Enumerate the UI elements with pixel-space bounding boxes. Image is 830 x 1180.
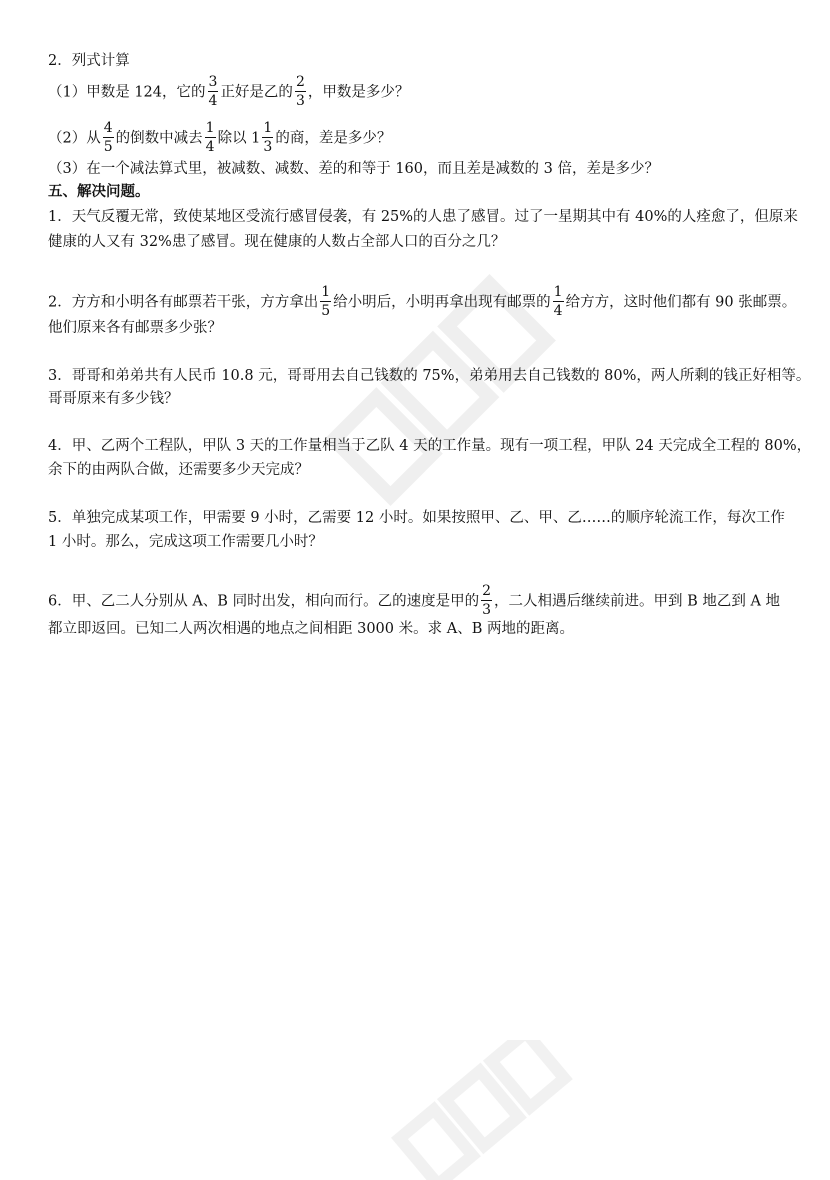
p2-line-1 (48, 284, 797, 319)
p2-text-prefix: 2．方方和小明各有邮票若干张，方方拿出 (48, 294, 319, 311)
watermark-graphic-bottom (380, 1040, 580, 1180)
p6-text-suffix: ，二人相遇后继续前进。甲到 B 地乙到 A 地 (494, 593, 781, 610)
q2-text-suffix: 的商，差是多少？ (275, 130, 392, 147)
section-2-title: 2．列式计算 (48, 53, 130, 69)
q2-text-mid1: 的倒数中减去 (115, 130, 203, 147)
p2-fraction-2: $\frac{1}{4}$ (553, 284, 563, 319)
q2-line (48, 122, 790, 155)
p2-fraction-1: $\frac{1}{5}$ (321, 284, 331, 319)
p2-line-2: 他们原来各有邮票多少张？ (48, 320, 222, 336)
q1-line (48, 76, 790, 109)
q1-text-mid: 正好是乙的 (220, 84, 293, 101)
q2-fraction-3: $\frac{1}{3}$ (263, 120, 273, 155)
p3-line-2: 哥哥原来有多少钱？ (48, 391, 179, 407)
p2-text-mid: 给小明后，小明再拿出现有邮票的 (333, 294, 551, 311)
p2-text-suffix: 给方方，这时他们都有 90 张邮票。 (565, 294, 797, 311)
p1-line-1: 1．天气反覆无常，致使某地区受流行感冒侵袭，有 25%的人患了感冒。过了一星期其中有 40%的人痊愈了，但原来 (48, 209, 798, 225)
p4-line-1: 4．甲、乙两个工程队，甲队 3 天的工作量相当于乙队 4 天的工作量。现有一项工程，甲队 24 天完成全工程的 80%， (48, 438, 812, 454)
p5-line-1: 5．单独完成某项工作，甲需要 9 小时，乙需要 12 小时。如果按照甲、乙、甲、乙……的顺序轮流工作，每次工作 (48, 510, 785, 526)
p6-fraction: $\frac{2}{3}$ (482, 583, 491, 618)
p6-text-prefix: 6．甲、乙二人分别从 A、B 同时出发，相向而行。乙的速度是甲的 (48, 593, 480, 610)
q2-fraction-2: $\frac{1}{4}$ (205, 120, 215, 155)
q1-text-prefix: （1）甲数是 124，它的 (48, 84, 206, 101)
q1-fraction-2: $\frac{2}{3}$ (295, 74, 305, 109)
p3-line-1: 3．哥哥和弟弟共有人民币 10.8 元，哥哥用去自己钱数的 75%，弟弟用去自己钱数的 80%，两人所剩的钱正好相等。 (48, 368, 811, 384)
q2-text-mid2: 除以 1 (217, 130, 261, 147)
section-5-title: 五、解决问题。 (48, 184, 150, 200)
q1-text-suffix: ，甲数是多少？ (307, 84, 410, 101)
q2-text-prefix: （2）从 (48, 130, 101, 147)
p5-line-2: 1 小时。那么，完成这项工作需要几小时？ (48, 534, 323, 550)
q1-fraction-1: $\frac{3}{4}$ (208, 74, 218, 109)
q2-fraction-1: $\frac{4}{5}$ (103, 120, 113, 155)
p6-line-1 (48, 585, 790, 618)
p4-line-2: 余下的由两队合做，还需要多少天完成？ (48, 462, 309, 478)
q3-line: （3）在一个减法算式里，被减数、减数、差的和等于 160，而且差是减数的 3 倍，差是多少？ (48, 161, 659, 177)
p1-line-2: 健康的人又有 32%患了感冒。现在健康的人数占全部人口的百分之几？ (48, 234, 506, 250)
p6-line-2: 都立即返回。已知二人两次相遇的地点之间相距 3000 米。求 A、B 两地的距离。 (48, 621, 574, 637)
